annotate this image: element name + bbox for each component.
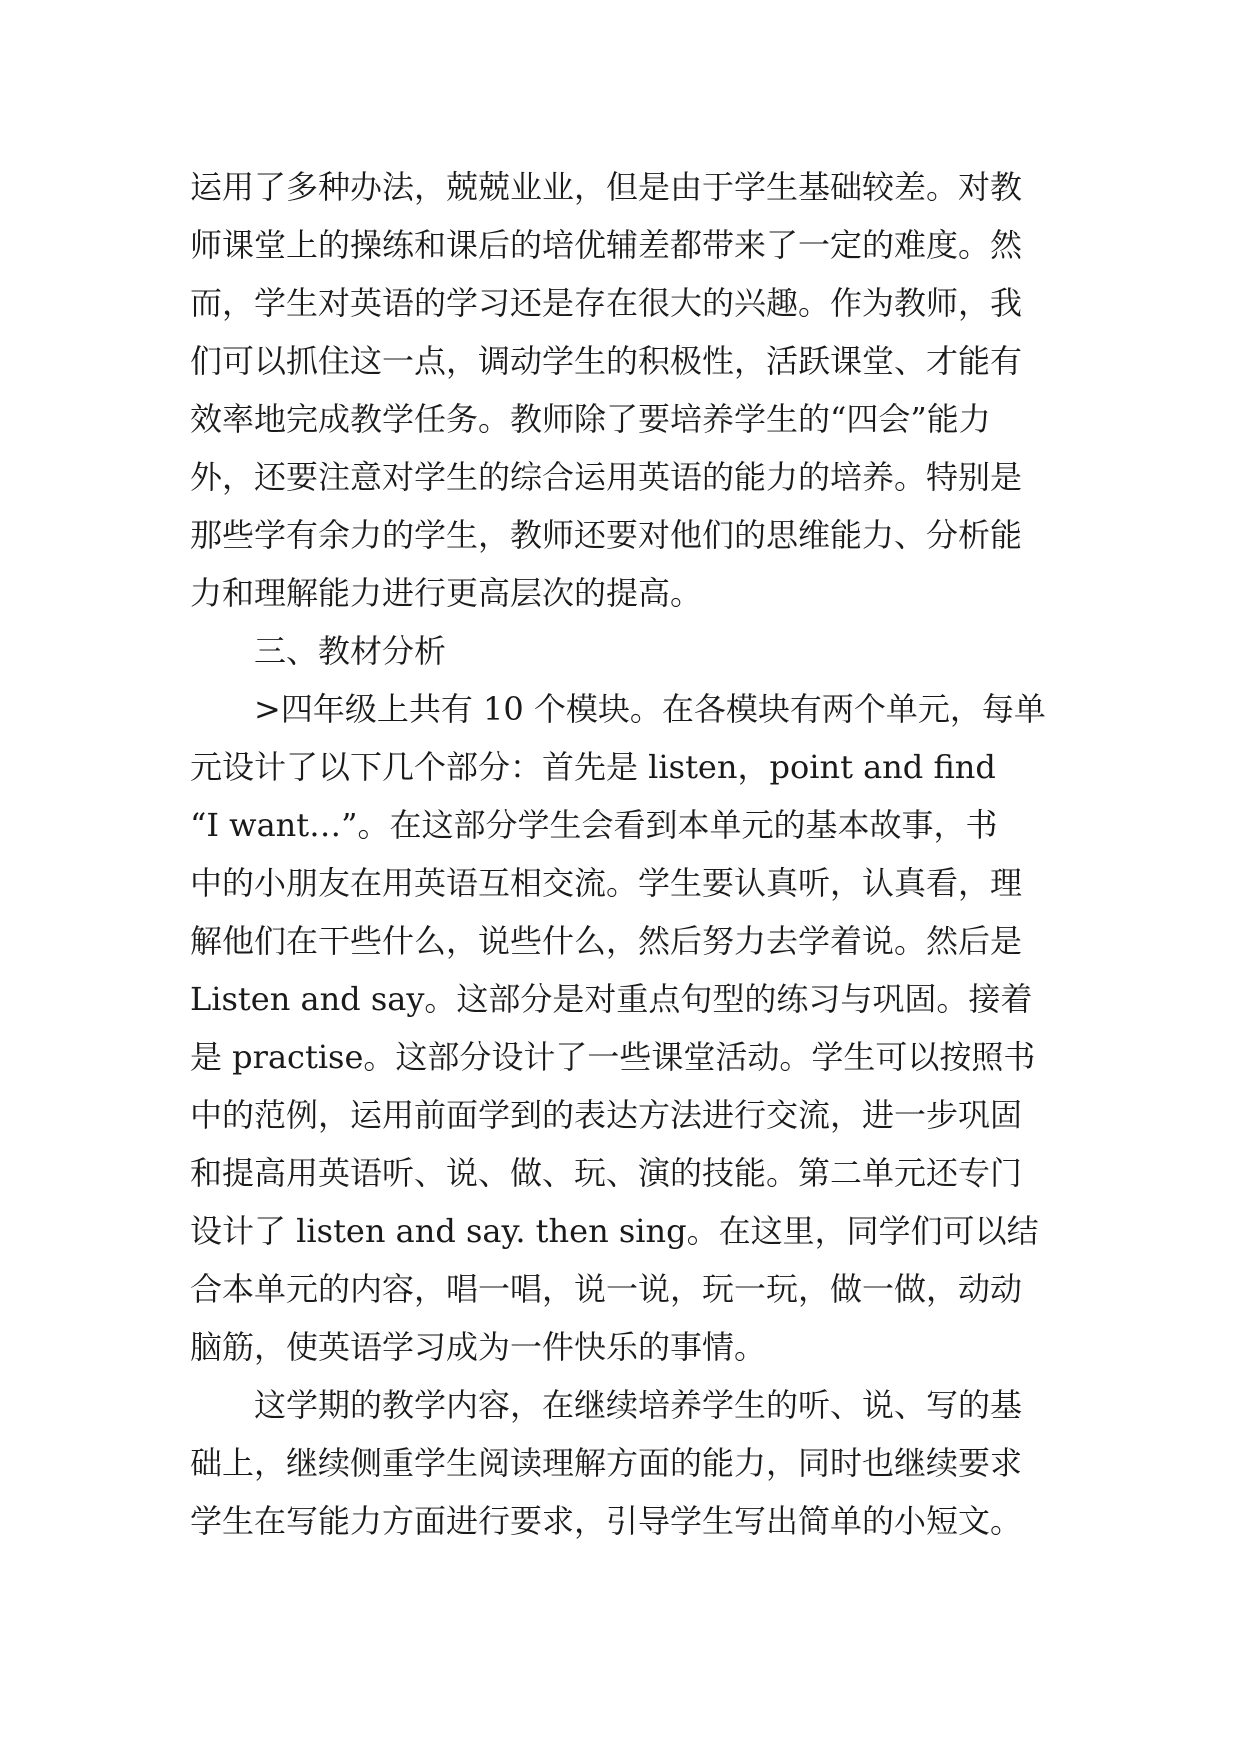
paragraph-line: Listen and say。这部分是对重点句型的练习与巩固。接着 [190, 980, 1033, 1018]
paragraph-line: 师课堂上的操练和课后的培优辅差都带来了一定的难度。然 [190, 226, 1023, 264]
body-text [190, 158, 1060, 1550]
paragraph-line: 那些学有余力的学生，教师还要对他们的思维能力、分析能 [190, 516, 1023, 554]
paragraph-line: 和提高用英语听、说、做、玩、演的技能。第二单元还专门 [190, 1154, 1023, 1192]
paragraph-line: >四年级上共有 10 个模块。在各模块有两个单元，每单 [254, 690, 1046, 728]
section-heading: 三、教材分析 [254, 632, 447, 670]
paragraph-line: 学生在写能力方面进行要求，引导学生写出简单的小短文。 [190, 1502, 1023, 1540]
paragraph-line: 脑筋，使英语学习成为一件快乐的事情。 [190, 1328, 767, 1366]
paragraph-line: “I want…”。在这部分学生会看到本单元的基本故事，书 [190, 806, 998, 844]
paragraph-line: 解他们在干些什么，说些什么，然后努力去学着说。然后是 [190, 922, 1023, 960]
paragraph-line: 是 practise。这部分设计了一些课堂活动。学生可以按照书 [190, 1038, 1036, 1076]
paragraph-line: 元设计了以下几个部分：首先是 listen，point and find [190, 748, 996, 786]
paragraph-line: 中的小朋友在用英语互相交流。学生要认真听，认真看，理 [190, 864, 1023, 902]
paragraph-line: 效率地完成教学任务。教师除了要培养学生的“四会”能力 [190, 400, 991, 438]
paragraph-line: 础上，继续侧重学生阅读理解方面的能力，同时也继续要求 [190, 1444, 1023, 1482]
paragraph-line: 中的范例，运用前面学到的表达方法进行交流，进一步巩固 [190, 1096, 1023, 1134]
paragraph-line: 力和理解能力进行更高层次的提高。 [190, 574, 703, 612]
paragraph-line: 运用了多种办法，兢兢业业，但是由于学生基础较差。对教 [190, 168, 1023, 206]
paragraph-line: 合本单元的内容，唱一唱，说一说，玩一玩，做一做，动动 [190, 1270, 1023, 1308]
paragraph-line: 们可以抓住这一点，调动学生的积极性，活跃课堂、才能有 [190, 342, 1023, 380]
paragraph-line: 这学期的教学内容，在继续培养学生的听、说、写的基 [254, 1386, 1023, 1424]
paragraph-line: 外，还要注意对学生的综合运用英语的能力的培养。特别是 [190, 458, 1023, 496]
paragraph-line: 设计了 listen and say. then sing。在这里，同学们可以结 [190, 1212, 1039, 1250]
paragraph-line: 而，学生对英语的学习还是存在很大的兴趣。作为教师，我 [190, 284, 1023, 322]
